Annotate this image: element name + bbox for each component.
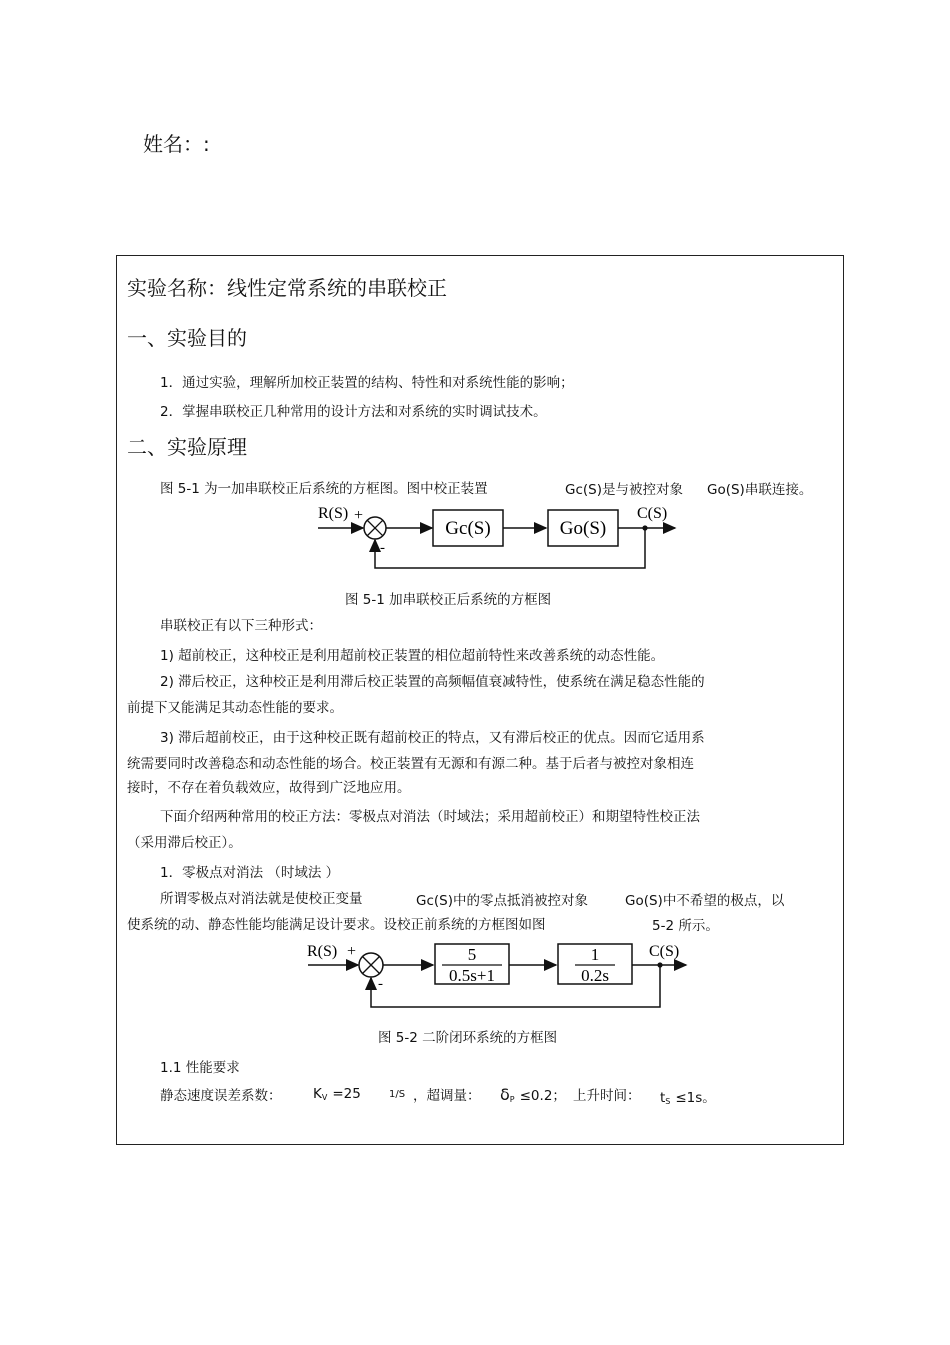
fig1-plus: + bbox=[354, 507, 364, 524]
sub1-text-a: 所谓零极点对消法就是使校正变量 bbox=[160, 891, 363, 907]
sub1-text-b: Gc(S)中的零点抵消被控对象 bbox=[416, 893, 588, 909]
fig1-block1-label: Gc(S) bbox=[445, 518, 491, 539]
purpose-item-2: 2．掌握串联校正几种常用的设计方法和对系统的实时调试技术。 bbox=[160, 404, 547, 420]
principle-intro-b: Gc(S)是与被控对象 bbox=[565, 482, 683, 498]
sub1-line2-a: 使系统的动、静态性能均能满足设计要求。设校正前系统的方框图如图 bbox=[127, 917, 546, 933]
experiment-title: 实验名称：线性定常系统的串联校正 bbox=[127, 276, 447, 300]
kv-value: KV =25 bbox=[313, 1086, 361, 1102]
fig2-input-label: R(S) bbox=[307, 943, 338, 960]
form-2-line-1: 2) 滞后校正，这种校正是利用滞后校正装置的高频幅值衰减特性，使系统在满足稳态性能的 bbox=[160, 674, 705, 690]
methods-line-1: 下面介绍两种常用的校正方法：零极点对消法（时域法；采用超前校正）和期望特性校正法 bbox=[160, 809, 700, 825]
fig1-block2-label: Go(S) bbox=[559, 518, 607, 539]
sub1-line2-b: 5-2 所示。 bbox=[652, 918, 719, 934]
rise-time-label: 上升时间： bbox=[573, 1088, 641, 1104]
fig2-minus: - bbox=[378, 976, 383, 992]
fig2-plus: + bbox=[347, 943, 357, 960]
fig2-block1-numerator: 5 bbox=[467, 945, 477, 964]
principle-intro-c: Go(S)串联连接。 bbox=[707, 482, 813, 498]
overshoot-label: ，超调量： bbox=[413, 1088, 481, 1104]
figure-5-2-caption: 图 5-2 二阶闭环系统的方框图 bbox=[378, 1030, 558, 1046]
requirements-label: 静态速度误差系数： bbox=[160, 1088, 282, 1104]
fig1-input-label: R(S) bbox=[318, 505, 349, 522]
principle-heading: 二、实验原理 bbox=[127, 435, 247, 459]
fig1-minus: - bbox=[380, 540, 385, 556]
purpose-item-1: 1．通过实验，理解所加校正装置的结构、特性和对系统性能的影响； bbox=[160, 375, 574, 391]
fig2-block2-numerator: 1 bbox=[590, 945, 600, 964]
name-label: 姓名：: bbox=[143, 132, 210, 156]
methods-line-2: （采用滞后校正）。 bbox=[127, 835, 242, 851]
figure-5-1-block-diagram bbox=[310, 498, 690, 578]
fig2-block1-denominator: 0.5s+1 bbox=[449, 966, 495, 985]
kv-unit: 1/S bbox=[389, 1089, 406, 1100]
form-1: 1) 超前校正，这种校正是利用超前校正装置的相位超前特性来改善系统的动态性能。 bbox=[160, 648, 665, 664]
overshoot-value: δP ≤0.2； bbox=[500, 1085, 566, 1104]
purpose-heading: 一、实验目的 bbox=[127, 326, 247, 350]
principle-intro-a: 图 5-1 为一加串联校正后系统的方框图。图中校正装置 bbox=[160, 481, 488, 497]
sub1-heading: 1．零极点对消法 （时域法 ） bbox=[160, 865, 340, 881]
figure-5-2-block-diagram bbox=[300, 938, 700, 1018]
form-3-line-1: 3) 滞后超前校正，由于这种校正既有超前校正的特点，又有滞后校正的优点。因而它适用系 bbox=[160, 730, 705, 746]
forms-intro: 串联校正有以下三种形式： bbox=[160, 618, 322, 634]
fig1-output-label: C(S) bbox=[637, 505, 668, 522]
figure-5-1-caption: 图 5-1 加串联校正后系统的方框图 bbox=[345, 592, 552, 608]
rise-time-value: tS ≤1s。 bbox=[660, 1090, 716, 1106]
form-3-line-3: 接时，不存在着负载效应，故得到广泛地应用。 bbox=[127, 780, 411, 796]
fig2-output-label: C(S) bbox=[649, 943, 680, 960]
requirements-heading: 1.1 性能要求 bbox=[160, 1060, 240, 1076]
form-2-line-2: 前提下又能满足其动态性能的要求。 bbox=[127, 700, 343, 716]
fig2-block2-denominator: 0.2s bbox=[581, 966, 609, 985]
feedback-path bbox=[371, 965, 660, 1007]
sub1-text-c: Go(S)中不希望的极点，以 bbox=[625, 893, 785, 909]
form-3-line-2: 统需要同时改善稳态和动态性能的场合。校正装置有无源和有源二种。基于后者与被控对象相连 bbox=[127, 756, 694, 772]
